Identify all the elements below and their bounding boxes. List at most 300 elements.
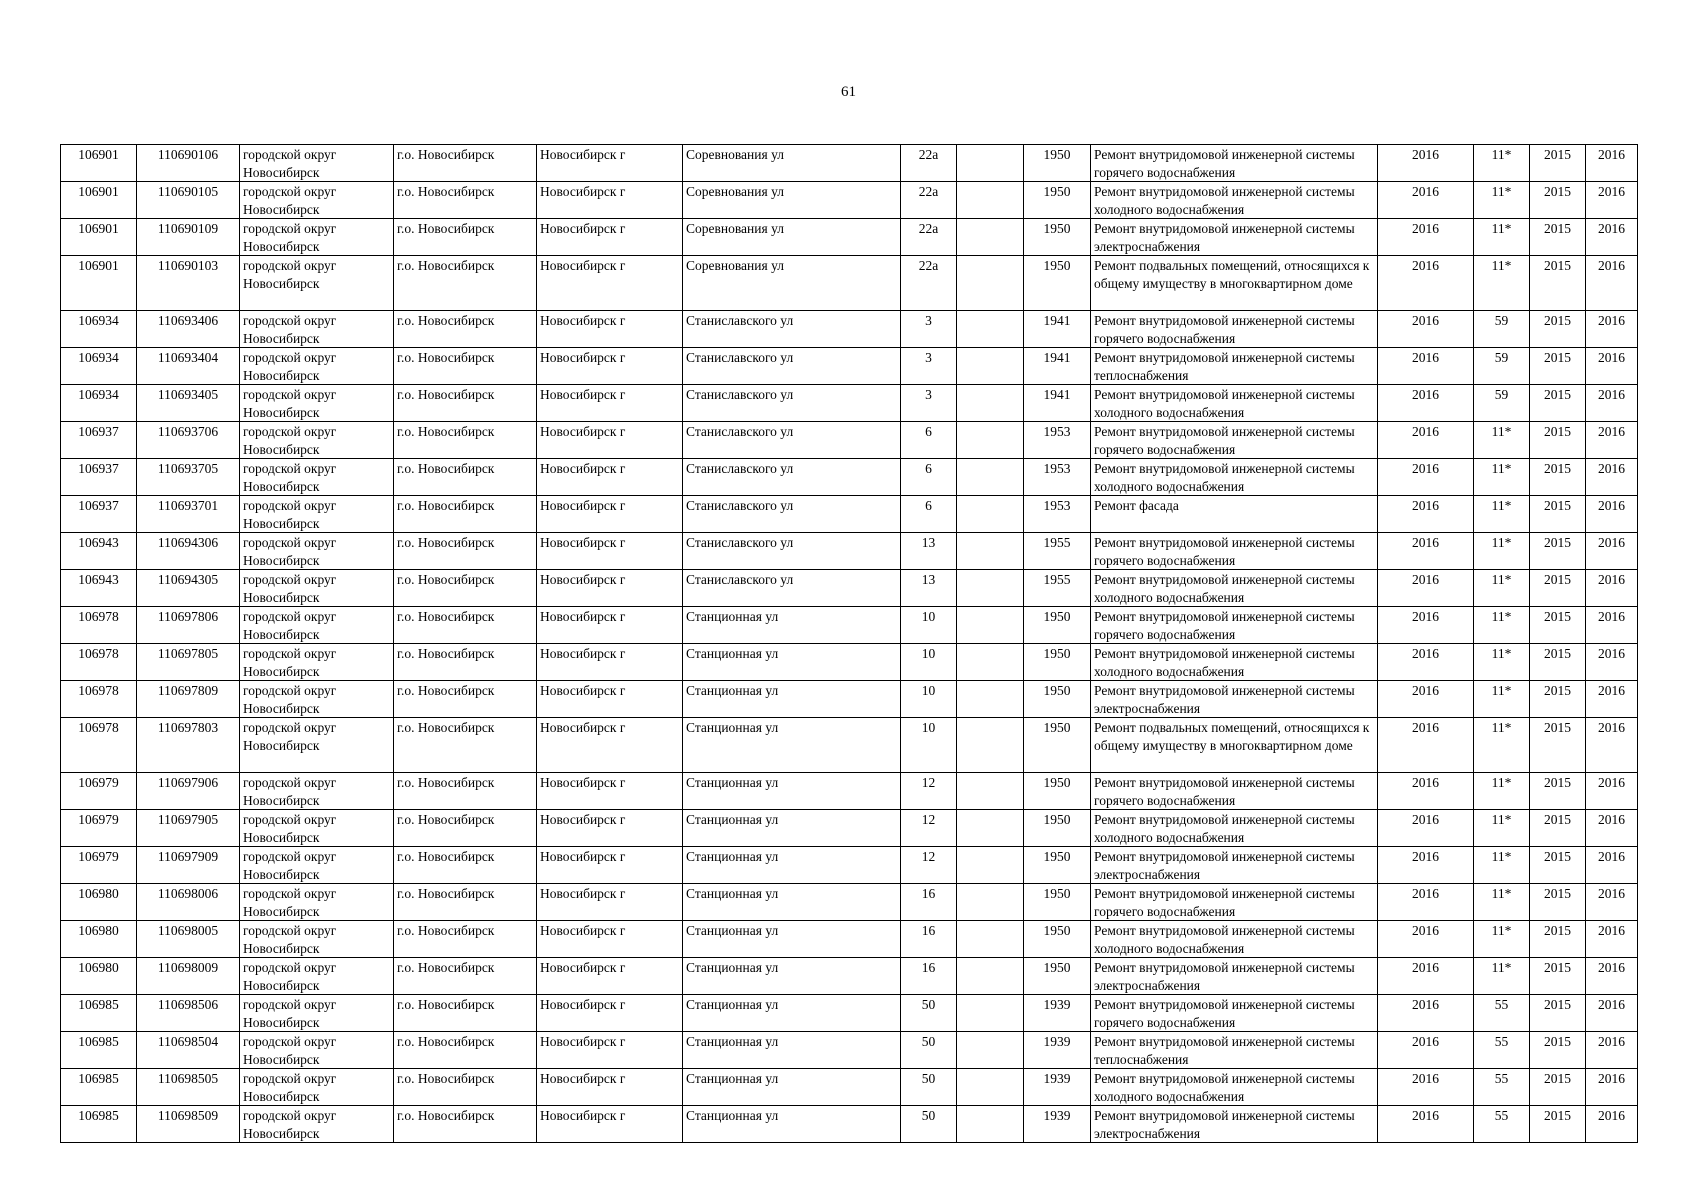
settlement-cell: г.о. Новосибирск: [394, 533, 537, 570]
wear-cell: 11*: [1474, 921, 1530, 958]
work-type-cell: Ремонт внутридомовой инженерной системы холодного водоснабжения: [1091, 1069, 1378, 1106]
wear-cell: 11*: [1474, 182, 1530, 219]
plan-start-year-cell: 2015: [1530, 921, 1586, 958]
house-number-cell: 10: [901, 681, 957, 718]
locality-cell: Новосибирск г: [537, 311, 683, 348]
house-number-cell: 12: [901, 847, 957, 884]
street-cell: Станиславского ул: [683, 459, 901, 496]
municipality-cell: городской округ Новосибирск: [240, 385, 394, 422]
build-year-cell: 1950: [1024, 847, 1091, 884]
street-cell: Станиславского ул: [683, 533, 901, 570]
settlement-cell: г.о. Новосибирск: [394, 1069, 537, 1106]
completion-year-cell: 2016: [1378, 1032, 1474, 1069]
completion-year-cell: 2016: [1378, 348, 1474, 385]
house-code-cell: 106979: [61, 773, 137, 810]
building-cell: [957, 219, 1024, 256]
building-cell: [957, 1032, 1024, 1069]
street-cell: Станиславского ул: [683, 422, 901, 459]
house-code-cell: 106943: [61, 570, 137, 607]
object-code-cell: 110690106: [137, 145, 240, 182]
house-number-cell: 16: [901, 884, 957, 921]
municipality-cell: городской округ Новосибирск: [240, 995, 394, 1032]
plan-start-year-cell: 2015: [1530, 422, 1586, 459]
completion-year-cell: 2016: [1378, 145, 1474, 182]
settlement-cell: г.о. Новосибирск: [394, 921, 537, 958]
street-cell: Станционная ул: [683, 1032, 901, 1069]
house-code-cell: 106978: [61, 607, 137, 644]
table-row: [61, 681, 1638, 718]
table-body: [61, 145, 1638, 1143]
wear-cell: 55: [1474, 1069, 1530, 1106]
plan-start-year-cell: 2015: [1530, 718, 1586, 773]
object-code-cell: 110693404: [137, 348, 240, 385]
work-type-cell: Ремонт внутридомовой инженерной системы теплоснабжения: [1091, 1032, 1378, 1069]
table-row: [61, 607, 1638, 644]
plan-end-year-cell: 2016: [1586, 496, 1638, 533]
object-code-cell: 110690105: [137, 182, 240, 219]
settlement-cell: г.о. Новосибирск: [394, 496, 537, 533]
settlement-cell: г.о. Новосибирск: [394, 847, 537, 884]
plan-start-year-cell: 2015: [1530, 311, 1586, 348]
object-code-cell: 110693706: [137, 422, 240, 459]
plan-end-year-cell: 2016: [1586, 570, 1638, 607]
completion-year-cell: 2016: [1378, 533, 1474, 570]
table-row: [61, 921, 1638, 958]
build-year-cell: 1941: [1024, 311, 1091, 348]
plan-end-year-cell: 2016: [1586, 644, 1638, 681]
locality-cell: Новосибирск г: [537, 256, 683, 311]
plan-end-year-cell: 2016: [1586, 219, 1638, 256]
building-cell: [957, 1069, 1024, 1106]
building-cell: [957, 644, 1024, 681]
municipality-cell: городской округ Новосибирск: [240, 773, 394, 810]
house-number-cell: 3: [901, 311, 957, 348]
building-cell: [957, 718, 1024, 773]
municipality-cell: городской округ Новосибирск: [240, 496, 394, 533]
plan-end-year-cell: 2016: [1586, 145, 1638, 182]
municipality-cell: городской округ Новосибирск: [240, 644, 394, 681]
wear-cell: 59: [1474, 348, 1530, 385]
street-cell: Станиславского ул: [683, 496, 901, 533]
build-year-cell: 1950: [1024, 681, 1091, 718]
object-code-cell: 110698006: [137, 884, 240, 921]
completion-year-cell: 2016: [1378, 496, 1474, 533]
build-year-cell: 1950: [1024, 219, 1091, 256]
work-type-cell: Ремонт внутридомовой инженерной системы холодного водоснабжения: [1091, 644, 1378, 681]
completion-year-cell: 2016: [1378, 958, 1474, 995]
wear-cell: 11*: [1474, 496, 1530, 533]
house-code-cell: 106937: [61, 422, 137, 459]
house-code-cell: 106980: [61, 958, 137, 995]
build-year-cell: 1950: [1024, 884, 1091, 921]
house-number-cell: 10: [901, 644, 957, 681]
plan-start-year-cell: 2015: [1530, 533, 1586, 570]
street-cell: Станционная ул: [683, 995, 901, 1032]
house-code-cell: 106985: [61, 995, 137, 1032]
build-year-cell: 1950: [1024, 958, 1091, 995]
building-cell: [957, 570, 1024, 607]
completion-year-cell: 2016: [1378, 884, 1474, 921]
locality-cell: Новосибирск г: [537, 847, 683, 884]
municipality-cell: городской округ Новосибирск: [240, 1106, 394, 1143]
house-number-cell: 22а: [901, 145, 957, 182]
settlement-cell: г.о. Новосибирск: [394, 182, 537, 219]
street-cell: Станционная ул: [683, 607, 901, 644]
plan-start-year-cell: 2015: [1530, 958, 1586, 995]
completion-year-cell: 2016: [1378, 219, 1474, 256]
house-code-cell: 106985: [61, 1032, 137, 1069]
locality-cell: Новосибирск г: [537, 533, 683, 570]
completion-year-cell: 2016: [1378, 718, 1474, 773]
locality-cell: Новосибирск г: [537, 422, 683, 459]
completion-year-cell: 2016: [1378, 1069, 1474, 1106]
house-number-cell: 22а: [901, 256, 957, 311]
work-type-cell: Ремонт внутридомовой инженерной системы холодного водоснабжения: [1091, 570, 1378, 607]
street-cell: Соревнования ул: [683, 219, 901, 256]
build-year-cell: 1939: [1024, 1106, 1091, 1143]
house-number-cell: 50: [901, 1069, 957, 1106]
plan-start-year-cell: 2015: [1530, 570, 1586, 607]
table-row: [61, 145, 1638, 182]
work-type-cell: Ремонт внутридомовой инженерной системы электроснабжения: [1091, 681, 1378, 718]
building-cell: [957, 496, 1024, 533]
house-number-cell: 22а: [901, 182, 957, 219]
street-cell: Станционная ул: [683, 773, 901, 810]
building-cell: [957, 182, 1024, 219]
wear-cell: 11*: [1474, 644, 1530, 681]
table-row: [61, 385, 1638, 422]
completion-year-cell: 2016: [1378, 256, 1474, 311]
table-row: [61, 847, 1638, 884]
table-row: [61, 995, 1638, 1032]
plan-end-year-cell: 2016: [1586, 256, 1638, 311]
wear-cell: 55: [1474, 995, 1530, 1032]
plan-end-year-cell: 2016: [1586, 1106, 1638, 1143]
wear-cell: 11*: [1474, 718, 1530, 773]
plan-start-year-cell: 2015: [1530, 459, 1586, 496]
street-cell: Станционная ул: [683, 810, 901, 847]
object-code-cell: 110697909: [137, 847, 240, 884]
house-number-cell: 3: [901, 385, 957, 422]
settlement-cell: г.о. Новосибирск: [394, 145, 537, 182]
house-number-cell: 13: [901, 570, 957, 607]
work-type-cell: Ремонт внутридомовой инженерной системы горячего водоснабжения: [1091, 311, 1378, 348]
plan-end-year-cell: 2016: [1586, 422, 1638, 459]
building-cell: [957, 773, 1024, 810]
house-code-cell: 106979: [61, 810, 137, 847]
house-code-cell: 106985: [61, 1069, 137, 1106]
plan-start-year-cell: 2015: [1530, 847, 1586, 884]
locality-cell: Новосибирск г: [537, 607, 683, 644]
house-number-cell: 6: [901, 496, 957, 533]
object-code-cell: 110693406: [137, 311, 240, 348]
completion-year-cell: 2016: [1378, 681, 1474, 718]
plan-start-year-cell: 2015: [1530, 1069, 1586, 1106]
plan-start-year-cell: 2015: [1530, 219, 1586, 256]
locality-cell: Новосибирск г: [537, 182, 683, 219]
municipality-cell: городской округ Новосибирск: [240, 348, 394, 385]
street-cell: Станционная ул: [683, 644, 901, 681]
work-type-cell: Ремонт внутридомовой инженерной системы горячего водоснабжения: [1091, 533, 1378, 570]
wear-cell: 11*: [1474, 884, 1530, 921]
wear-cell: 11*: [1474, 847, 1530, 884]
build-year-cell: 1950: [1024, 810, 1091, 847]
completion-year-cell: 2016: [1378, 921, 1474, 958]
build-year-cell: 1953: [1024, 422, 1091, 459]
municipality-cell: городской округ Новосибирск: [240, 884, 394, 921]
work-type-cell: Ремонт внутридомовой инженерной системы холодного водоснабжения: [1091, 810, 1378, 847]
building-cell: [957, 385, 1024, 422]
locality-cell: Новосибирск г: [537, 145, 683, 182]
capital-repair-table: [60, 144, 1638, 1143]
house-number-cell: 3: [901, 348, 957, 385]
municipality-cell: городской округ Новосибирск: [240, 256, 394, 311]
object-code-cell: 110697805: [137, 644, 240, 681]
plan-end-year-cell: 2016: [1586, 958, 1638, 995]
object-code-cell: 110697905: [137, 810, 240, 847]
building-cell: [957, 311, 1024, 348]
object-code-cell: 110698005: [137, 921, 240, 958]
object-code-cell: 110698009: [137, 958, 240, 995]
table-row: [61, 958, 1638, 995]
completion-year-cell: 2016: [1378, 773, 1474, 810]
work-type-cell: Ремонт внутридомовой инженерной системы холодного водоснабжения: [1091, 459, 1378, 496]
building-cell: [957, 533, 1024, 570]
house-code-cell: 106901: [61, 145, 137, 182]
wear-cell: 59: [1474, 311, 1530, 348]
build-year-cell: 1953: [1024, 459, 1091, 496]
work-type-cell: Ремонт внутридомовой инженерной системы холодного водоснабжения: [1091, 182, 1378, 219]
building-cell: [957, 459, 1024, 496]
house-code-cell: 106934: [61, 311, 137, 348]
municipality-cell: городской округ Новосибирск: [240, 681, 394, 718]
table-row: [61, 570, 1638, 607]
house-number-cell: 22а: [901, 219, 957, 256]
build-year-cell: 1955: [1024, 570, 1091, 607]
work-type-cell: Ремонт подвальных помещений, относящихся к общему имуществу в многоквартирном доме: [1091, 256, 1378, 311]
municipality-cell: городской округ Новосибирск: [240, 570, 394, 607]
build-year-cell: 1955: [1024, 533, 1091, 570]
settlement-cell: г.о. Новосибирск: [394, 718, 537, 773]
wear-cell: 11*: [1474, 422, 1530, 459]
plan-start-year-cell: 2015: [1530, 182, 1586, 219]
locality-cell: Новосибирск г: [537, 1069, 683, 1106]
building-cell: [957, 256, 1024, 311]
settlement-cell: г.о. Новосибирск: [394, 607, 537, 644]
table-row: [61, 496, 1638, 533]
house-number-cell: 50: [901, 1106, 957, 1143]
build-year-cell: 1941: [1024, 348, 1091, 385]
work-type-cell: Ремонт внутридомовой инженерной системы горячего водоснабжения: [1091, 145, 1378, 182]
municipality-cell: городской округ Новосибирск: [240, 182, 394, 219]
building-cell: [957, 847, 1024, 884]
plan-end-year-cell: 2016: [1586, 884, 1638, 921]
house-code-cell: 106901: [61, 256, 137, 311]
table-row: [61, 884, 1638, 921]
table-row: [61, 311, 1638, 348]
plan-end-year-cell: 2016: [1586, 810, 1638, 847]
build-year-cell: 1953: [1024, 496, 1091, 533]
locality-cell: Новосибирск г: [537, 459, 683, 496]
house-code-cell: 106943: [61, 533, 137, 570]
wear-cell: 11*: [1474, 570, 1530, 607]
plan-end-year-cell: 2016: [1586, 1032, 1638, 1069]
house-number-cell: 12: [901, 810, 957, 847]
work-type-cell: Ремонт внутридомовой инженерной системы горячего водоснабжения: [1091, 607, 1378, 644]
plan-end-year-cell: 2016: [1586, 311, 1638, 348]
municipality-cell: городской округ Новосибирск: [240, 459, 394, 496]
house-code-cell: 106937: [61, 496, 137, 533]
settlement-cell: г.о. Новосибирск: [394, 773, 537, 810]
plan-end-year-cell: 2016: [1586, 1069, 1638, 1106]
wear-cell: 11*: [1474, 681, 1530, 718]
table-row: [61, 459, 1638, 496]
wear-cell: 11*: [1474, 145, 1530, 182]
settlement-cell: г.о. Новосибирск: [394, 570, 537, 607]
object-code-cell: 110697906: [137, 773, 240, 810]
building-cell: [957, 422, 1024, 459]
locality-cell: Новосибирск г: [537, 921, 683, 958]
house-code-cell: 106937: [61, 459, 137, 496]
locality-cell: Новосибирск г: [537, 385, 683, 422]
build-year-cell: 1950: [1024, 607, 1091, 644]
plan-end-year-cell: 2016: [1586, 718, 1638, 773]
wear-cell: 11*: [1474, 533, 1530, 570]
wear-cell: 11*: [1474, 256, 1530, 311]
work-type-cell: Ремонт внутридомовой инженерной системы горячего водоснабжения: [1091, 995, 1378, 1032]
street-cell: Станционная ул: [683, 1069, 901, 1106]
house-number-cell: 10: [901, 607, 957, 644]
completion-year-cell: 2016: [1378, 570, 1474, 607]
house-code-cell: 106980: [61, 921, 137, 958]
table-row: [61, 256, 1638, 311]
building-cell: [957, 145, 1024, 182]
settlement-cell: г.о. Новосибирск: [394, 958, 537, 995]
locality-cell: Новосибирск г: [537, 718, 683, 773]
build-year-cell: 1950: [1024, 773, 1091, 810]
work-type-cell: Ремонт внутридомовой инженерной системы теплоснабжения: [1091, 348, 1378, 385]
street-cell: Станиславского ул: [683, 570, 901, 607]
plan-end-year-cell: 2016: [1586, 385, 1638, 422]
object-code-cell: 110694306: [137, 533, 240, 570]
plan-start-year-cell: 2015: [1530, 1106, 1586, 1143]
completion-year-cell: 2016: [1378, 995, 1474, 1032]
house-code-cell: 106901: [61, 182, 137, 219]
house-code-cell: 106978: [61, 718, 137, 773]
settlement-cell: г.о. Новосибирск: [394, 256, 537, 311]
street-cell: Станционная ул: [683, 921, 901, 958]
table-row: [61, 1069, 1638, 1106]
wear-cell: 11*: [1474, 773, 1530, 810]
settlement-cell: г.о. Новосибирск: [394, 219, 537, 256]
object-code-cell: 110697809: [137, 681, 240, 718]
work-type-cell: Ремонт подвальных помещений, относящихся к общему имуществу в многоквартирном доме: [1091, 718, 1378, 773]
plan-start-year-cell: 2015: [1530, 385, 1586, 422]
municipality-cell: городской округ Новосибирск: [240, 810, 394, 847]
object-code-cell: 110693701: [137, 496, 240, 533]
plan-end-year-cell: 2016: [1586, 995, 1638, 1032]
settlement-cell: г.о. Новосибирск: [394, 385, 537, 422]
plan-end-year-cell: 2016: [1586, 847, 1638, 884]
work-type-cell: Ремонт фасада: [1091, 496, 1378, 533]
completion-year-cell: 2016: [1378, 810, 1474, 847]
street-cell: Соревнования ул: [683, 145, 901, 182]
house-code-cell: 106978: [61, 681, 137, 718]
object-code-cell: 110690109: [137, 219, 240, 256]
house-code-cell: 106979: [61, 847, 137, 884]
locality-cell: Новосибирск г: [537, 884, 683, 921]
street-cell: Станционная ул: [683, 958, 901, 995]
building-cell: [957, 995, 1024, 1032]
wear-cell: 55: [1474, 1106, 1530, 1143]
table-row: [61, 219, 1638, 256]
municipality-cell: городской округ Новосибирск: [240, 958, 394, 995]
object-code-cell: 110697803: [137, 718, 240, 773]
house-code-cell: 106934: [61, 348, 137, 385]
settlement-cell: г.о. Новосибирск: [394, 459, 537, 496]
street-cell: Станционная ул: [683, 884, 901, 921]
locality-cell: Новосибирск г: [537, 496, 683, 533]
plan-end-year-cell: 2016: [1586, 607, 1638, 644]
work-type-cell: Ремонт внутридомовой инженерной системы электроснабжения: [1091, 958, 1378, 995]
wear-cell: 11*: [1474, 459, 1530, 496]
house-number-cell: 6: [901, 459, 957, 496]
locality-cell: Новосибирск г: [537, 219, 683, 256]
municipality-cell: городской округ Новосибирск: [240, 1032, 394, 1069]
plan-start-year-cell: 2015: [1530, 607, 1586, 644]
wear-cell: 55: [1474, 1032, 1530, 1069]
page-number: 61: [841, 84, 856, 100]
house-number-cell: 50: [901, 1032, 957, 1069]
house-number-cell: 16: [901, 958, 957, 995]
completion-year-cell: 2016: [1378, 311, 1474, 348]
wear-cell: 59: [1474, 385, 1530, 422]
plan-start-year-cell: 2015: [1530, 1032, 1586, 1069]
completion-year-cell: 2016: [1378, 644, 1474, 681]
table-row: [61, 644, 1638, 681]
building-cell: [957, 958, 1024, 995]
building-cell: [957, 348, 1024, 385]
work-type-cell: Ремонт внутридомовой инженерной системы горячего водоснабжения: [1091, 422, 1378, 459]
locality-cell: Новосибирск г: [537, 681, 683, 718]
build-year-cell: 1941: [1024, 385, 1091, 422]
house-number-cell: 13: [901, 533, 957, 570]
object-code-cell: 110698509: [137, 1106, 240, 1143]
municipality-cell: городской округ Новосибирск: [240, 533, 394, 570]
build-year-cell: 1939: [1024, 995, 1091, 1032]
plan-start-year-cell: 2015: [1530, 995, 1586, 1032]
table-row: [61, 773, 1638, 810]
settlement-cell: г.о. Новосибирск: [394, 884, 537, 921]
work-type-cell: Ремонт внутридомовой инженерной системы горячего водоснабжения: [1091, 773, 1378, 810]
house-number-cell: 12: [901, 773, 957, 810]
table-row: [61, 1106, 1638, 1143]
plan-end-year-cell: 2016: [1586, 459, 1638, 496]
municipality-cell: городской округ Новосибирск: [240, 847, 394, 884]
street-cell: Станционная ул: [683, 681, 901, 718]
house-code-cell: 106980: [61, 884, 137, 921]
work-type-cell: Ремонт внутридомовой инженерной системы электроснабжения: [1091, 847, 1378, 884]
settlement-cell: г.о. Новосибирск: [394, 348, 537, 385]
locality-cell: Новосибирск г: [537, 644, 683, 681]
build-year-cell: 1950: [1024, 182, 1091, 219]
plan-start-year-cell: 2015: [1530, 773, 1586, 810]
plan-end-year-cell: 2016: [1586, 921, 1638, 958]
house-number-cell: 50: [901, 995, 957, 1032]
municipality-cell: городской округ Новосибирск: [240, 921, 394, 958]
settlement-cell: г.о. Новосибирск: [394, 995, 537, 1032]
municipality-cell: городской округ Новосибирск: [240, 311, 394, 348]
